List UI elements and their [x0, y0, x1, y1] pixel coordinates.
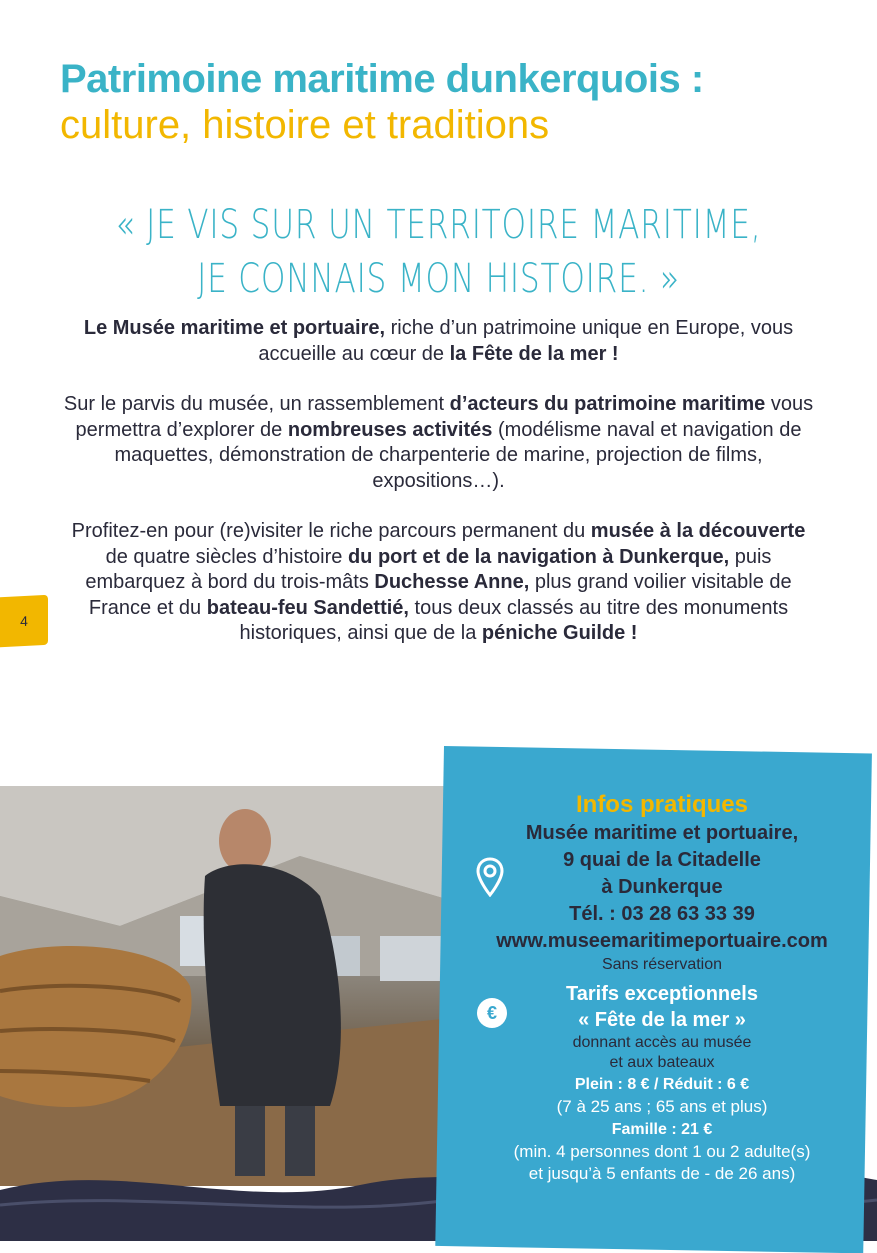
paragraph-activities: [60, 392, 817, 494]
highlight-text: péniche Guilde !: [481, 622, 638, 644]
highlight-text: bateau-feu Sandettié,: [206, 596, 409, 619]
page-title: Patrimoine maritime dunkerquois :: [60, 57, 704, 101]
photo-illustration: [0, 786, 470, 1186]
body-text-segment: Profitez-en pour (re)visiter le riche parcours permanent du: [71, 520, 591, 542]
body-text-segment: tous deux classés au titre des monuments historiques, ainsi que de la: [239, 596, 789, 644]
body-text-segment: riche d’un patrimoine unique en Europe, vous accueille au cœur de: [258, 317, 794, 365]
page-number-tab: [0, 595, 48, 648]
page-number: 4: [20, 612, 28, 630]
booking-note: Sans réservation: [601, 956, 723, 973]
website-link[interactable]: www.museemaritimeportuaire.com: [496, 930, 828, 952]
access-line-1: donnant accès au musée: [572, 1034, 752, 1051]
tarifs-title-1: Tarifs exceptionnels: [566, 983, 758, 1005]
page-subtitle: culture, histoire et traditions: [60, 103, 550, 147]
body-text-segment: puis embarquez à bord du trois-mâts: [85, 545, 772, 593]
highlight-text: nombreuses activités: [287, 418, 493, 441]
access-line-2: et aux bateaux: [609, 1054, 715, 1071]
family-note-2: et jusqu’à 5 enfants de - de 26 ans): [528, 1164, 796, 1183]
family-note-1: (min. 4 personnes dont 1 ou 2 adulte(s): [513, 1142, 811, 1161]
paragraph-intro: [60, 316, 817, 367]
highlight-text: d’acteurs du patrimoine maritime: [449, 393, 766, 415]
highlight-text: musée à la découverte: [590, 520, 806, 542]
body-text-segment: (modélisme naval et navigation de maquettes, démonstration de charpenterie de marine, projection de films, expositions…).: [114, 418, 802, 492]
body-text-segment: de quatre siècles d’histoire: [105, 545, 348, 568]
address-line-1: 9 quai de la Citadelle: [563, 849, 761, 871]
body-text-segment: Sur le parvis du musée, un rassemblement: [63, 393, 450, 415]
info-box: [462, 790, 862, 1185]
quote: [96, 198, 780, 306]
highlight-text: du port et de la navigation à Dunkerque,: [347, 545, 730, 568]
highlight-text: Duchesse Anne,: [374, 571, 530, 593]
venue-name: Musée maritime et portuaire,: [525, 822, 799, 844]
highlight-text: la Fête de la mer !: [449, 342, 619, 365]
info-title: Infos pratiques: [575, 791, 749, 818]
svg-text:€: €: [486, 1003, 498, 1023]
tarifs-title-2: « Fête de la mer »: [578, 1009, 746, 1031]
address-line-2: à Dunkerque: [601, 876, 723, 898]
body-text-segment: vous permettra d’explorer de: [75, 393, 814, 441]
reduced-note: (7 à 25 ans ; 65 ans et plus): [556, 1097, 768, 1116]
museum-photo: [0, 786, 470, 1186]
phone-number: Tél. : 03 28 63 33 39: [569, 903, 755, 925]
highlight-text: Le Musée maritime et portuaire,: [83, 317, 386, 339]
paragraph-museum: [60, 519, 817, 647]
body-text-segment: plus grand voilier visitable de France et du: [88, 571, 792, 619]
body-text: [60, 316, 817, 672]
quote-line-1: « JE VIS SUR UN TERRITOIRE MARITIME,: [115, 202, 762, 248]
quote-line-2: JE CONNAIS MON HISTOIRE. »: [197, 256, 680, 302]
family-price: Famille : 21 €: [611, 1121, 713, 1138]
prices: Plein : 8 € / Réduit : 6 €: [574, 1076, 750, 1093]
